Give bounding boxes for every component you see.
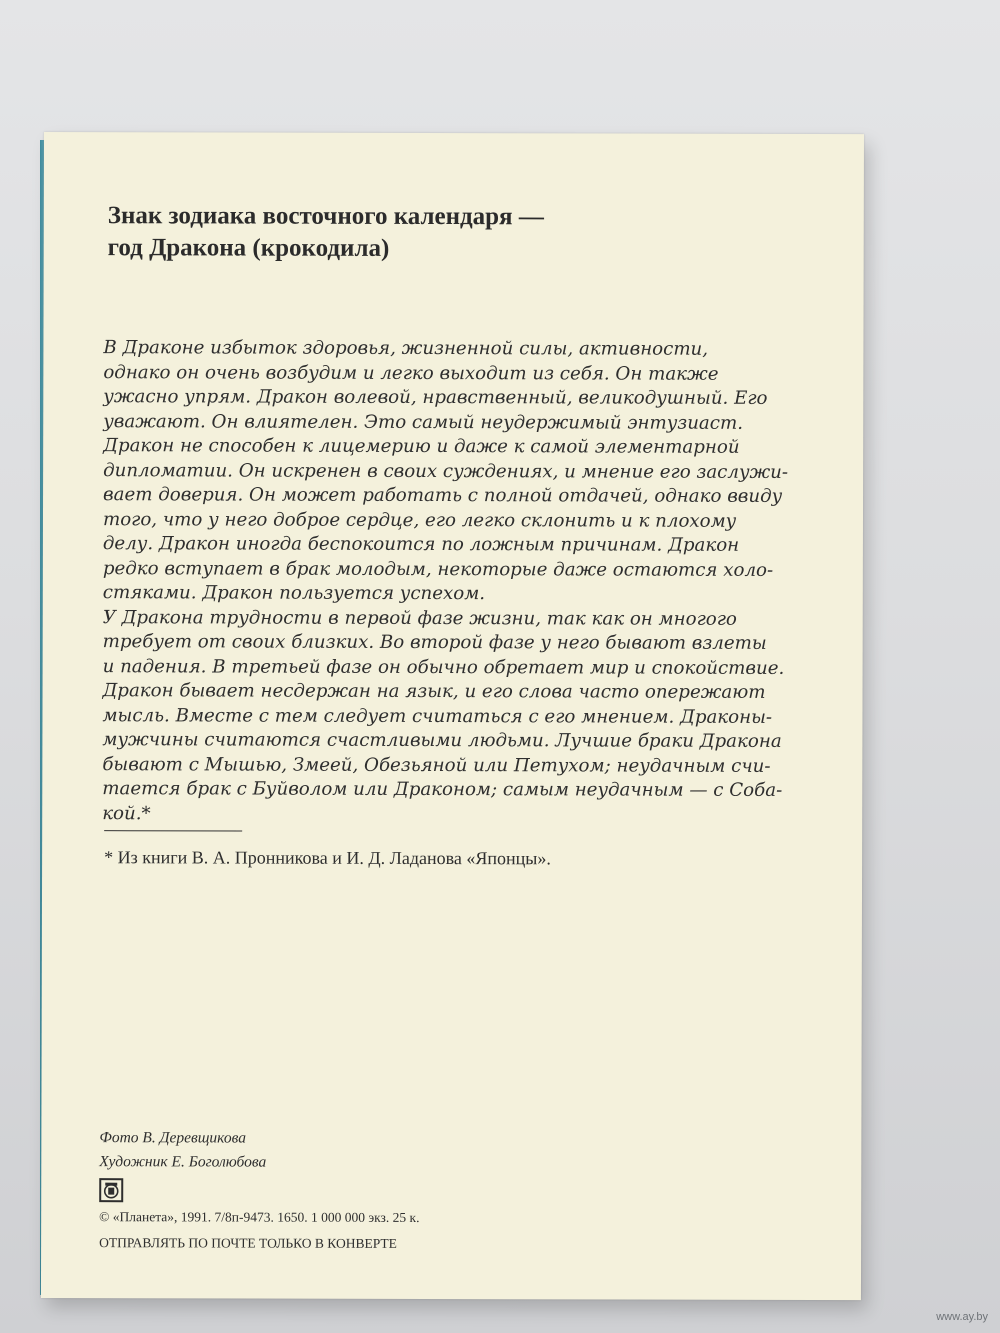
mailing-note: ОТПРАВЛЯТЬ ПО ПОЧТЕ ТОЛЬКО В КОНВЕРТЕ	[99, 1235, 397, 1251]
body-line: бывают с Мышью, Змеей, Обезьяной или Петухом; неудачным счи-	[102, 753, 771, 777]
body-line: мужчины считаются счастливыми людьми. Лучшие браки Дракона	[102, 729, 782, 752]
imprint: © «Планета», 1991. 7/8п-9473. 1650. 1 000 000 экз. 25 к.	[99, 1209, 420, 1225]
footnote-divider	[104, 830, 242, 831]
title-line-2: год Дракона (крокодила)	[107, 234, 390, 262]
body-line: стяками. Дракон пользуется успехом.	[102, 582, 486, 605]
body-line: делу. Дракон иногда беспокоится по ложным причинам. Дракон	[102, 533, 740, 556]
body-line: и падения. В третьей фазе он обычно обретает мир и спокойствие.	[102, 655, 785, 679]
title-line-1: Знак зодиака восточного календаря —	[107, 202, 544, 231]
body-line: Дракон не способен к лицемерию и даже к самой элементарной	[103, 435, 740, 458]
photo-credit: Фото В. Деревщикова	[99, 1129, 246, 1147]
watermark: www.ay.by	[936, 1311, 988, 1323]
body-line: В Драконе избыток здоровья, жизненной силы, активности,	[103, 337, 709, 360]
body-line: Дракон бывает несдержан на язык, и его слова часто опережают	[102, 680, 766, 703]
body-line: дипломатии. Он искренен в своих суждениях, и мнение его заслужи-	[103, 459, 789, 483]
zodiac-description	[102, 336, 813, 828]
body-line: У Дракона трудности в первой фазе жизни, так как он многого	[102, 606, 737, 630]
body-line: того, что у него доброе сердце, его легко склонить и к плохому	[102, 508, 737, 532]
body-line: тается брак с Буйволом или Драконом; самым неудачным — с Соба-	[102, 778, 783, 801]
artist-credit: Художник Е. Боголюбова	[99, 1153, 267, 1171]
body-line: мысль. Вместе с тем следует считаться с его мнением. Драконы-	[102, 704, 773, 728]
body-line: редко вступает в брак молодым, некоторые даже остаются холо-	[102, 557, 774, 581]
body-line: кой.*	[102, 802, 151, 824]
body-line: ужасно упрям. Дракон волевой, нравственный, великодушный. Его	[103, 386, 768, 409]
credits	[99, 1126, 266, 1174]
page-title	[108, 200, 748, 266]
body-line: вает доверия. Он может работать с полной отдачей, однако ввиду	[103, 484, 783, 507]
publisher-logo-icon	[99, 1178, 123, 1202]
body-line: требует от своих близких. Во второй фазе у него бывают взлеты	[102, 631, 767, 654]
body-line: уважают. Он влиятелен. Это самый неудержимый энтузиаст.	[103, 410, 744, 434]
body-line: однако он очень возбудим и легко выходит из себя. Он также	[103, 361, 719, 385]
footnote: * Из книги В. А. Пронникова и И. Д. Ладанова «Японцы».	[104, 847, 551, 869]
postcard-back	[41, 132, 864, 1300]
